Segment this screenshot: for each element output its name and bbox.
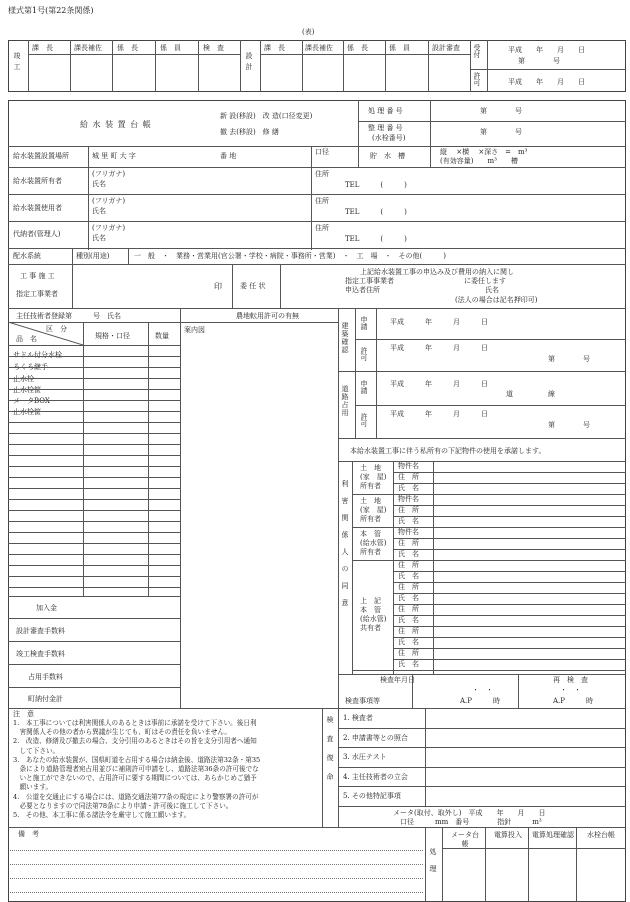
consent-row-label: 住 所 [398, 473, 419, 481]
inspect-item: 1. 検査者 [343, 714, 373, 722]
material-row-line [8, 477, 180, 478]
material-row-line [8, 565, 180, 566]
approval2-col-3: 係 長 [347, 44, 368, 52]
consent-group-label: 所有者 [360, 482, 381, 490]
kenchiku-kyoka-no: 第 号 [548, 355, 590, 363]
note-line: 5. その他、本工事に係る諸法令を厳守して施工願います。 [13, 811, 191, 819]
ref-number-sub: (水栓番号) [372, 134, 406, 142]
consent-group-label: 所有者 [360, 548, 381, 556]
consent-text: 本給水装置工事に伴う私所有の下記物件の使用を承諾します。 [350, 447, 546, 455]
approval2-col-5: 設計審査 [432, 44, 460, 52]
site-banchi: 番 地 [220, 152, 237, 160]
kyoka-label-3: 許可 [360, 413, 368, 427]
proc-number-value: 第 号 [480, 107, 522, 115]
material-row-line [8, 455, 180, 456]
material-item: 止水栓筐 [13, 386, 41, 394]
delegate-text-3: 申込者住所 [345, 286, 380, 294]
material-item: サドル付分水栓 [13, 351, 62, 359]
tank-dims: 縦 ×横 ×深さ = m³ [440, 148, 528, 156]
consent-group-label: 共有者 [360, 624, 381, 632]
material-row-line [8, 411, 180, 412]
user-furigana: (フリガナ) [92, 197, 126, 205]
note-line: 害関係人その他の者から異議が生じても、町はその責任を負いません。 [13, 728, 231, 737]
owner-address-label: 住所 [315, 170, 329, 178]
bore-label: 口径 [315, 148, 329, 156]
consent-row-label: 住 所 [398, 583, 419, 591]
hinmei-label: 品 名 [16, 335, 37, 343]
remark-col: メータ台帳 [451, 831, 479, 848]
consent-row-line [393, 549, 626, 550]
inspect-item: 4. 主任技術者の立会 [343, 772, 408, 781]
consent-row-line [393, 604, 626, 605]
note-line: 必要となりますので同法第78条により申請・許可後に施工して下さい。 [13, 801, 233, 810]
approval-side-1: 竣工 [13, 52, 21, 74]
spec-label: 規格・口径 [95, 332, 130, 340]
consent-row-line [393, 538, 626, 539]
kyoka-label-2: 許可 [360, 347, 368, 361]
consent-row-label: 氏 名 [398, 572, 419, 580]
delegate-text-4: 氏名 [485, 286, 499, 294]
consent-row-line [393, 516, 626, 517]
material-row-line [8, 543, 180, 544]
consent-row-line [393, 637, 626, 638]
contractor-label-2: 指定工事業者 [16, 290, 58, 298]
delegate-text-5: (法人の場合は記名押印可) [455, 296, 538, 304]
doro-label: 道路占用 [341, 385, 349, 417]
consent-row-label: 氏 名 [398, 484, 419, 492]
consent-row-label: 住 所 [398, 539, 419, 547]
consent-row-label: 物件名 [398, 528, 419, 536]
consent-row-label: 氏 名 [398, 594, 419, 602]
consent-row-line [393, 505, 626, 506]
approval-side-2: 設計 [245, 52, 253, 74]
note-line: いと施工ができないので、占用許可に要する期間については、あらかじめご猶予 [13, 774, 257, 783]
site-label: 給水装置設置場所 [13, 152, 69, 160]
consent-row-label: 住 所 [398, 627, 419, 635]
consent-row-label: 氏 名 [398, 638, 419, 646]
shinsei-label: 申請 [360, 316, 368, 330]
notes-label: 注 意 [13, 710, 34, 718]
material-row-line [8, 378, 180, 379]
ap-dots-2: ・ ・ [560, 686, 581, 694]
approval-col-4: 係 員 [160, 44, 181, 52]
material-row-line [8, 466, 180, 467]
note-line: して下さい。 [13, 746, 60, 755]
note-line: 4. 公道を交通止にする場合には、道路交通法第77条の規定により警察署の許可が [13, 792, 259, 801]
fee-label: 竣工検査手数料 [16, 650, 65, 658]
user-label: 給水装置使用者 [13, 204, 62, 212]
kenchiku-shinsei-date: 平成 年 月 日 [390, 318, 488, 326]
doro-kyoka-date: 平成 年 月 日 [390, 410, 488, 418]
contractor-label-1: 工 事 施 工 [20, 272, 55, 280]
material-row-line [8, 400, 180, 401]
inspect-item-line [338, 767, 626, 768]
delegate-text-2: 指定工事事業者 に委任します [345, 277, 506, 285]
approval-col-2: 課長補佐 [74, 44, 102, 52]
material-item: ろくろ継手 [13, 363, 48, 371]
owner-tel: TEL ( ) [345, 181, 407, 189]
inspect-item: 3. 水圧テスト [343, 753, 387, 761]
note-line: 2. 改造、修繕及び撤去の場合、支分引用のあるときはその旨を支分引用者へ通知 [13, 737, 257, 746]
note-line: 条により道路管理者宛占用並びに補則許可申請をし、道路法第36条の許可後でな [13, 765, 259, 773]
inspect-items-label: 検査事項等 [345, 697, 380, 705]
consent-group-label: 上 記 [360, 597, 381, 605]
consent-group-label: 本 管 [360, 530, 381, 538]
fee-label: 町納付金計 [28, 695, 63, 703]
material-row-line [8, 587, 180, 588]
material-row-line [8, 488, 180, 489]
ledger-type-1: 新 設(移設) 改 造(口径変更) [220, 112, 313, 120]
note-line: 1. 本工事については利害関係人のあるときは事前に承諾を受けて下さい。後日利 [13, 719, 257, 727]
approval-col-5: 検 査 [203, 44, 224, 52]
material-row-line [8, 422, 180, 423]
consent-group-label: (家 屋) [360, 506, 387, 514]
approval-col-3: 係 長 [117, 44, 138, 52]
consent-row-label: 物件名 [398, 495, 419, 503]
inspect-item-line [338, 728, 626, 729]
reinspect-label: 再 検 査 [553, 676, 588, 684]
consent-row-line [352, 560, 626, 561]
tank-label: 貯 水 槽 [370, 152, 405, 160]
consent-row-line [352, 670, 626, 671]
agent-furigana: (フリガナ) [92, 224, 126, 232]
material-row-line [8, 532, 180, 533]
consent-row-label: 住 所 [398, 561, 419, 569]
remark-col: 水栓台帳 [587, 831, 615, 839]
material-row-line [8, 433, 180, 434]
inspect-item: 5. その他特記事項 [343, 792, 401, 800]
front-label: (表) [302, 28, 315, 36]
kubun-label: 区 分 [46, 325, 67, 333]
ref-number-label: 整 理 番 号 [368, 124, 403, 132]
consent-row-line [393, 626, 626, 627]
consent-row-line [352, 494, 626, 495]
material-item: 止水栓 [13, 375, 34, 383]
kenchiku-kyoka-date: 平成 年 月 日 [390, 344, 488, 352]
consent-row-label: 氏 名 [398, 660, 419, 668]
consent-row-line [393, 593, 626, 594]
user-name-label: 氏名 [92, 207, 106, 215]
consent-row-label: 住 所 [398, 649, 419, 657]
meter-line-1: メータ(取付、取外し) 平成 年 月 日 [393, 809, 546, 817]
agent-address-label: 住所 [315, 224, 329, 232]
kenchiku-label: 建築確認 [341, 322, 349, 354]
sketch-label: 案内図 [184, 326, 205, 334]
note-line: 願います。 [13, 783, 53, 792]
material-item: 止水栓筐 [13, 408, 41, 416]
uketsuke-number: 第 号 [518, 57, 560, 65]
ap-dots-1: ・ ・ [472, 686, 493, 694]
consent-row-label: 氏 名 [398, 550, 419, 558]
agent-tel: TEL ( ) [345, 235, 407, 243]
consent-row-label: 住 所 [398, 605, 419, 613]
fee-label: 設計審査手数料 [16, 627, 65, 635]
note-line: 3. あなたの給水装置が、国県町道を占用する場合は納金後、道路法第32条・第35 [13, 755, 261, 764]
doro-shinsei-date: 平成 年 月 日 [390, 380, 488, 388]
kyoka-date: 平成 年 月 日 [508, 78, 585, 86]
consent-row-label: 物件名 [398, 462, 419, 470]
material-row-line [8, 510, 180, 511]
consent-group-label: 土 地 [360, 464, 381, 472]
shori-label: 処理 [429, 848, 437, 882]
material-row-line [8, 554, 180, 555]
material-row-line [8, 521, 180, 522]
approval-col-1: 課 長 [32, 44, 53, 52]
approval2-col-2: 課長補佐 [305, 44, 333, 52]
site-address: 城 里 町 大 字 [92, 152, 136, 160]
use-values: 一 般 ・ 業務・営業用(官公署・学校・病院・事務所・営業) ・ 工 場 ・ その他( ) [134, 252, 446, 260]
agent-label: 代納者(管理人) [13, 230, 61, 238]
doro-line: 道 線 [506, 390, 555, 398]
remarks-label: 備 考 [18, 830, 39, 838]
meter-line-2: 口径 mm 番号 指針 m³ [400, 818, 542, 826]
remark-col: 電算投入 [494, 831, 522, 839]
farmland-label: 農地転用許可の有無 [236, 312, 299, 320]
consent-row-line [393, 582, 626, 583]
material-row-line [8, 444, 180, 445]
form-id: 様式第1号(第22条関係) [8, 6, 94, 15]
consent-row-line [352, 527, 626, 528]
inspect-side-label: 検査復命 [326, 716, 334, 792]
tank-capacity: (有効容量) m³ 槽 [440, 157, 518, 165]
ledger-type-2: 撤 去(移設) 修 繕 [220, 128, 279, 136]
contractor-seal: 印 [214, 282, 222, 291]
consent-row-label: 住 所 [398, 506, 419, 514]
ref-number-value: 第 号 [480, 128, 522, 136]
consent-group-label: (給水管) [360, 539, 387, 547]
doro-kyoka-no: 第 号 [548, 421, 590, 429]
consent-side-label: 利害関係人の同意 [341, 480, 349, 616]
dist-label: 配水系統 [13, 252, 41, 260]
consent-row-line [393, 571, 626, 572]
agent-name-label: 氏名 [92, 234, 106, 242]
inspect-item-line [338, 806, 626, 807]
consent-row-line [393, 648, 626, 649]
consent-group-label: (家 屋) [360, 473, 387, 481]
approval2-col-4: 係 員 [389, 44, 410, 52]
delegate-label: 委 任 状 [240, 282, 266, 290]
engineer-label: 主任技術者登録第 号 氏名 [16, 312, 121, 320]
consent-group-label: 土 地 [360, 497, 381, 505]
consent-row-line [393, 659, 626, 660]
qty-label: 数量 [155, 332, 169, 340]
fee-label: 加入金 [36, 604, 57, 612]
consent-group-label: 本 管 [360, 606, 381, 614]
use-label: 種別(用途) [76, 252, 110, 260]
uketsuke-label: 受付 [473, 44, 481, 58]
owner-furigana: (フリガナ) [92, 170, 126, 178]
consent-group-label: (給水管) [360, 615, 387, 623]
inspect-item-line [338, 786, 626, 787]
remark-col: 電算処理確認 [532, 831, 574, 839]
consent-row-label: 氏 名 [398, 517, 419, 525]
kyoka-label: 許可 [473, 72, 481, 86]
ap-time-2: A.P 時 [553, 697, 593, 705]
inspect-item: 2. 申請書等との照合 [343, 733, 408, 742]
consent-group-label: 所有者 [360, 515, 381, 523]
consent-row-line [393, 483, 626, 484]
material-row-line [8, 389, 180, 390]
user-address-label: 住所 [315, 197, 329, 205]
user-tel: TEL ( ) [345, 208, 407, 216]
ap-time-1: A.P 時 [460, 697, 500, 705]
header-diagonal [8, 322, 83, 345]
owner-name-label: 氏名 [92, 180, 106, 188]
material-row-line [8, 499, 180, 500]
fee-label: 占用手数料 [28, 673, 63, 681]
uketsuke-date: 平成 年 月 日 [508, 46, 585, 54]
owner-label: 給水装置所有者 [13, 177, 62, 185]
proc-number-label: 処 理 番 号 [368, 107, 403, 115]
inspect-date-label: 検査年月日 [380, 676, 415, 684]
material-row-line [8, 356, 180, 357]
material-row-line [8, 576, 180, 577]
approval2-col-1: 課 長 [264, 44, 285, 52]
consent-row-line [393, 615, 626, 616]
material-row-line [8, 367, 180, 368]
consent-row-label: 氏 名 [398, 616, 419, 624]
shinsei-label-2: 申請 [360, 380, 368, 394]
delegate-text-1: 上記給水装置工事の申込み及び費用の納入に関し [360, 268, 514, 276]
consent-row-line [393, 472, 626, 473]
inspect-item-line [338, 747, 626, 748]
ledger-title: 給 水 装 置 台 帳 [80, 120, 152, 129]
material-item: メータBOX [13, 397, 50, 405]
